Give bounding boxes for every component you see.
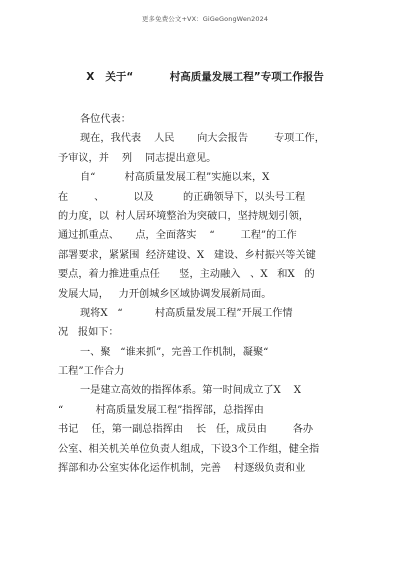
body-line: 自“ 村高质量发展工程”实施以来，X xyxy=(80,172,270,184)
body-line: 一是建立高效的指挥体系。第一时间成立了X X xyxy=(80,385,302,397)
body-line: 现将X “ 村高质量发展工程”开展工作情 xyxy=(80,307,293,319)
body-line: 予审议，并 列 同志提出意见。 xyxy=(58,152,217,164)
body-line: 在 、 以及 的正确领导下，以头号工程 xyxy=(58,191,306,203)
body-line: 各位代表： xyxy=(80,114,131,125)
document-title: X 关于“ 村高质量发展工程”专项工作报告 xyxy=(86,71,324,83)
header-watermark: 更多免费公文+VX：GiGeGongWen2024 xyxy=(141,15,269,23)
body-line: 公室、相关机关单位负责人组成，下设3个工作组，健全指 xyxy=(58,443,320,455)
document-body xyxy=(58,110,358,478)
body-line: 书记 任，第一副总指挥由 长 任，成员由 各办 xyxy=(58,424,314,436)
body-line: “ 村高质量发展工程”指挥部，总指挥由 xyxy=(58,404,264,416)
body-line: 通过抓重点、 点，全面落实 “ 工程”的工作 xyxy=(58,230,297,242)
body-line: 工程”工作合力 xyxy=(58,366,125,378)
body-line: 要点，着力推进重点任 竖，主动融入 、X 和X 的 xyxy=(58,269,315,281)
body-line: 现在，我代表 人民 向大会报告 专项工作， xyxy=(80,133,325,145)
body-line: 的力度，以 村人居环境整治为突破口，坚持规划引领， xyxy=(58,210,309,222)
body-line: 挥部和办公室实体化运作机制，完善 村逐级负责和业 xyxy=(58,463,306,475)
body-line: 部署要求，紧紧围 经济建设、X 建设、乡村振兴等关键 xyxy=(58,249,316,261)
body-line: 一、聚 “谁来抓”，完善工作机制，凝聚“ xyxy=(80,346,269,358)
body-line: 况 报如下： xyxy=(58,327,119,339)
body-line: 发展大局， 力开创城乡区域协调发展新局面。 xyxy=(58,288,272,300)
